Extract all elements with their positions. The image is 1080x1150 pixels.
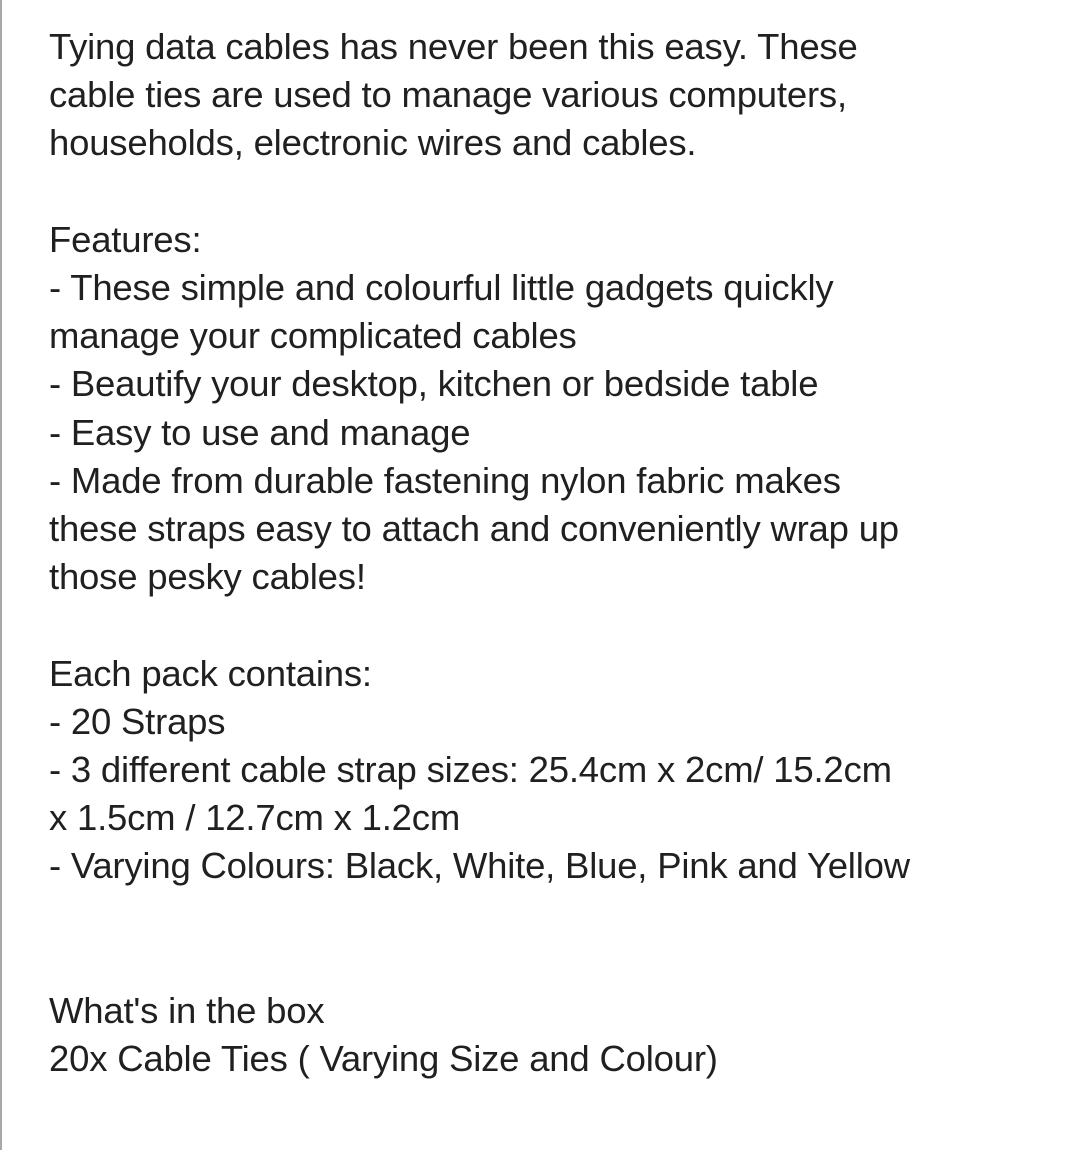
pack-contents-section: [49, 650, 1059, 891]
feature-line: - Made from durable fastening nylon fabric makes: [49, 459, 841, 501]
paragraph-spacer: [49, 891, 1059, 987]
pack-contents-line: - 3 different cable strap sizes: 25.4cm x 2cm/ 15.2cm: [49, 749, 892, 791]
box-contents-line: 20x Cable Ties ( Varying Size and Colour): [49, 1038, 718, 1080]
intro-line: households, electronic wires and cables.: [49, 122, 697, 164]
left-border-divider: [0, 0, 2, 1150]
features-heading: Features:: [49, 218, 202, 260]
feature-line: - These simple and colourful little gadgets quickly: [49, 267, 834, 308]
intro-line: Tying data cables has never been this easy. These: [49, 26, 858, 67]
box-contents-heading: What's in the box: [49, 990, 325, 1032]
pack-contents-heading: Each pack contains:: [49, 652, 372, 694]
product-description: [49, 23, 1059, 1083]
feature-line: these straps easy to attach and conveniently wrap up: [49, 508, 899, 550]
paragraph-spacer: [49, 601, 1059, 649]
feature-line: - Beautify your desktop, kitchen or bedside table: [49, 363, 819, 405]
pack-contents-line: - Varying Colours: Black, White, Blue, Pink and Yellow: [49, 845, 910, 887]
intro-paragraph: [49, 23, 1059, 168]
feature-line: manage your complicated cables: [49, 315, 577, 357]
paragraph-spacer: [49, 168, 1059, 216]
pack-contents-line: - 20 Straps: [49, 700, 226, 742]
box-contents-section: [49, 987, 1059, 1083]
intro-line: cable ties are used to manage various computers,: [49, 74, 847, 116]
features-section: [49, 216, 1059, 602]
pack-contents-line: x 1.5cm / 12.7cm x 1.2cm: [49, 797, 461, 839]
feature-line: those pesky cables!: [49, 556, 366, 598]
feature-line: - Easy to use and manage: [49, 411, 471, 453]
